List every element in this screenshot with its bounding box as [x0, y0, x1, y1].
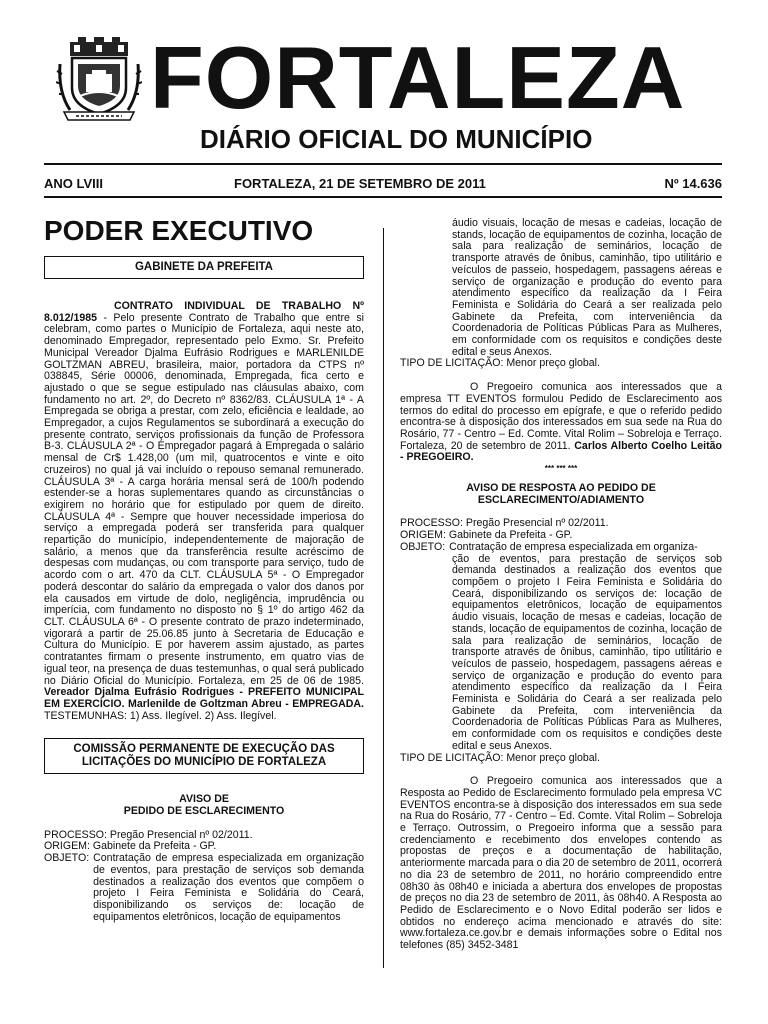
column-divider	[383, 228, 384, 968]
masthead-title: FORTALEZA	[150, 28, 686, 127]
issue-date: FORTALEZA, 21 DE SETEMBRO DE 2011	[234, 176, 486, 191]
aviso1-title-line2: PEDIDO DE ESCLARECIMENTO	[123, 805, 285, 818]
aviso1-title-line1: AVISO DE	[179, 793, 229, 806]
aviso2-tipo-licitacao: TIPO DE LICITAÇÃO: Menor preço global.	[400, 751, 600, 764]
contract-heading: CONTRATO INDIVIDUAL DE TRABALHO Nº 8.012/1985	[44, 300, 364, 324]
aviso1-pregoeiro-signature: Carlos Alberto Coelho Leitão - PREGOEIRO.	[400, 439, 722, 464]
aviso2-processo: PROCESSO: Pregão Presencial nº 02/2011.	[400, 517, 609, 530]
issue-year: ANO LVIII	[44, 176, 103, 191]
aviso2-title-line2: ESCLARECIMENTO/ADIAMENTO	[477, 493, 645, 506]
aviso1-pregoeiro-notice	[400, 382, 722, 464]
aviso2-objeto-first: Contratação de empresa especializada em organiza-	[449, 540, 698, 553]
contract-signatures: Vereador Djalma Eufrásio Rodrigues - PREFEITO MUNICIPAL EM EXERCÍCIO. Marlenilde de Goltzman Abreu - EMPREGADA.	[44, 686, 364, 710]
header-bottom-rule	[44, 196, 722, 198]
aviso1-processo: PROCESSO: Pregão Presencial nº 02/2011.	[44, 828, 253, 841]
aviso2-objeto-first-line	[400, 542, 722, 554]
aviso1-pregoeiro-text: O Pregoeiro comunica aos interessados que a empresa TT EVENTOS formulou Pedido de Esclarecimento aos termos do edital do processo em epígrafe, e que o referido pedido encontra-se à disposição dos interessados em sua sede na Rua do Rosário, 77 - Centro – Ed. Comte. Vital Rolim – Sobreloja e Terraço. Fortaleza, 20 de setembro de 2011.	[400, 381, 722, 452]
aviso2-title-line1: AVISO DE RESPOSTA AO PEDIDO DE	[466, 482, 656, 495]
aviso2-objeto-text: ção de eventos, para prestação de serviços sob demanda destinados a realização dos eventos que compõem o projeto I Feira Feminista e Solidária do Ceará, disponibilizando os serviços de: locação de equipamentos eletrônicos, locação de equipamentos áudio visuais, locação de mesas e cadeias, locação de stands, locação de equipamentos de cozinha, locação de sala para realização de seminários, locação de transporte através de ônibus, caminhão, tipo utilitário e veículos de passeio, hospedagem, passagens aéreas e serviço de organização e produção do evento para atendimento específico da realização da I Feira Feminista e Solidária do Ceará a ser realizada pelo Gabinete da Prefeita, com interveniência da Coordenadoria de Políticas Públicas Para as Mulheres, em conformidade com os requisitos e condições deste edital e seus Anexos.	[452, 552, 722, 752]
left-column	[44, 212, 364, 923]
aviso2-pregoeiro-notice: O Pregoeiro comunica aos interessados que a Resposta ao Pedido de Esclarecimento formulado pela empresa VC EVENTOS encontra-se à disposição dos interessados em sua sede na Rua do Rosário, 77 - Centro – Ed. Comte. Vital Rolim – Sobreloja e Terraço. Outrossim, o Pregoeiro informa que a sessão para credenciamento e recebimento dos envelopes contendo as propostas de preços e a documentação de habilitação, anteriormente marcada para o dia 20 de setembro de 2011, ocorrerá no dia 23 de setembro de 2011, no horário compreendido entre 08h30 às 08h40 e iniciada a abertura dos envelopes de propostas de preços no dia 23 de setembro de 2011, às 08h40. A Resposta ao Pedido de Esclarecimento e o Novo Edital poderão ser lidos e obtidos no endereço acima mencionado e através do site: www.fortaleza.ce.gov.br e demais informações sobre o Edital nos telefones (85) 3452-3481	[400, 775, 722, 952]
aviso1-objeto	[44, 853, 364, 923]
aviso1-origem: ORIGEM: Gabinete da Prefeita - GP.	[44, 840, 217, 853]
right-column	[400, 218, 722, 952]
aviso2-origem: ORIGEM: Gabinete da Prefeita - GP.	[400, 529, 573, 542]
contract-witnesses: TESTEMUNHAS: 1) Ass. Ilegível. 2) Ass. Ilegível.	[44, 709, 277, 722]
gabinete-box: GABINETE DA PREFEITA	[44, 256, 364, 279]
masthead-subtitle: DIÁRIO OFICIAL DO MUNICÍPIO	[200, 124, 593, 154]
separator-stars: *** *** ***	[544, 464, 578, 474]
header-top-rule	[44, 163, 722, 165]
section-title: PODER EXECUTIVO	[44, 215, 314, 246]
commission-box: COMISSÃO PERMANENTE DE EXECUÇÃO DAS LICITAÇÕES DO MUNICÍPIO DE FORTALEZA	[44, 738, 364, 774]
aviso1-objeto-continued: áudio visuais, locação de mesas e cadeias, locação de stands, locação de equipamentos de cozinha, locação de sala para realização de seminários, locação de transporte através de ônibus, caminhão, tipo utilitário e veículos de passeio, hospedagem, passagens aéreas e serviço de organização e produção do evento para atendimento específico da realização da I Feira Feminista e Solidária do Ceará a ser realizada pelo Gabinete da Prefeita, com interveniência da Coordenadoria de Políticas Públicas Para as Mulheres, em conformidade com os requisitos e condições deste edital e seus Anexos.	[452, 217, 722, 358]
coat-of-arms-logo	[56, 34, 142, 124]
aviso1-objeto-text: Contratação de empresa especializada em organização de eventos, para prestação de serviços sob demanda destinados a realização dos eventos que compõem o projeto I Feira Feminista e Solidária do Ceará, disponibilizando os serviços de: locação de equipamentos eletrônicos, locação de equipamentos	[93, 852, 364, 923]
aviso1-tipo-licitacao: TIPO DE LICITAÇÃO: Menor preço global.	[400, 357, 600, 370]
issue-number: Nº 14.636	[664, 176, 722, 191]
aviso2-objeto-label: OBJETO:	[400, 540, 446, 553]
contract-body: - Pelo presente Contrato de Trabalho que entre si celebram, como partes o Município de Fortaleza, aqui neste ato, denominado Empregador, representado pelo Exmo. Sr. Prefeito Municipal Vereador Djalma Eufrásio Rodrigues e MARLENILDE GOLTZMAN ABREU, brasileira, maior, portadora da CTPS nº 038845, Série 00006, denominada, Empregada, fica certo e ajustado o que se segue estipulado nas cláusulas abaixo, com fundamento no art. 2º, do Decreto nº 8362/83. CLÁUSULA 1ª - A Empregada se obriga a prestar, com zelo, eficiência e lealdade, ao Empregador, a cujos Regulamentos se subordinará a execução do presente contrato, serviços profissionais da função de Professora B-3. CLÁUSULA 2ª - O Empregador pagará à Empregada o salário mensal de Cr$ 1.428,00 (um mil, quatrocentos e vinte e oito cruzeiros) no qual já vai incluído o repouso semanal remunerado. CLÁUSULA 3ª - A carga horária mensal será de 100/h podendo estender-se a horas suplementares quando as circunstâncias o exigirem no horário que for estipulado por quem de direito. CLÁUSULA 4ª - Sempre que houver necessidade imperiosa do serviço a empregada poderá ser transferida para qualquer repartição do município, independentemente de majoração de salário, a menos que da transferência resulte acréscimo de despesas com mudanças, ou com transporte para serviço, tudo de acordo com o art. 470 da CLT. CLÁUSULA 5ª - O Empregador poderá descontar do salário da empregada o valor dos danos por ela causados em virtude de dolo, negligência, imprudência ou imperícia, com fundamento no disposto no § 1º do artigo 462 da CLT. CLÁUSULA 6ª - O presente contrato de prazo indeterminado, vigorará a partir de 25.06.85 junto à Secretaria de Educação e Cultura do Município. E por haverem assim ajustado, as partes contratantes firmam o presente instrumento, em quatro vias de igual teor, na presença de duas testemunhas, o qual será publicado no Diário Oficial do Município. Fortaleza, em 25 de 06 de 1985.	[44, 311, 364, 687]
aviso1-objeto-label: OBJETO:	[44, 852, 90, 865]
contract-paragraph	[44, 301, 364, 722]
